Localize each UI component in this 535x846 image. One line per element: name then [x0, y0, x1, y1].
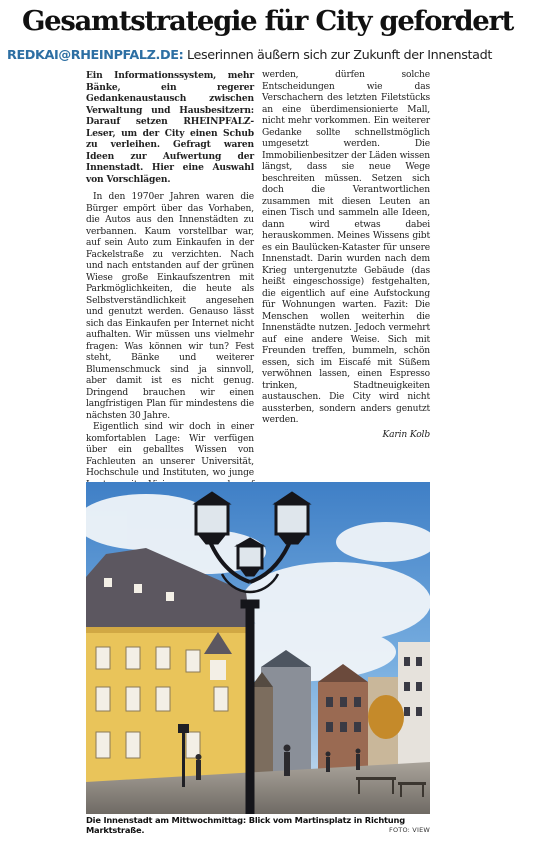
- kicker-email: REDKAI@RHEINPFALZ.DE:: [7, 48, 184, 63]
- kicker-text: Leserinnen äußern sich zur Zukunft der Innenstadt: [183, 48, 492, 63]
- text-column-left: [86, 70, 254, 537]
- headline: Gesamtstrategie für City gefordert: [21, 5, 514, 37]
- text-column-right: [262, 70, 430, 441]
- photo-credit: FOTO: VIEW: [389, 826, 430, 834]
- city-photo: [86, 482, 430, 814]
- article-paragraph-2: Eigentlich sind wir doch in einer komfortablen Lage: Wir verfügen über ein geballtes Wissen von Fachleuten an unserer Universität, Hochschule und Instituten, wo junge: [86, 422, 254, 478]
- kicker-line: [7, 48, 531, 63]
- photo-caption: Die Innenstadt am Mittwochmittag: Blick vom Martinsplatz in Richtung Marktstraße.: [86, 815, 405, 835]
- article-paragraph-3: werden, dürfen solche Entscheidungen wie das Verschachern des letzten Filetstücks an eine überdimensionierte Mall, nicht mehr vorkommen. Ein weiterer Gedanke sollte schnellstmöglich umgesetzt werden. Die Immobilienbesitzer der Läden wissen längst, dass sie neue Wege beschreiten müssen. Setzen sich doch die Verantwortlichen zusammen mit diesen Leuten an einen Tisch und sammeln alle Ideen, dann wird etwas dabei herauskommen. Meines Wissens gibt es ein Baulücken-Kataster für unsere Innenstadt. Darin wurden nach dem Krieg untergenutzte Gebäude (das heißt eingeschossige) festgehalten, die eigentlich auf eine Aufstockung für Wohnungen warten. Fazit: Die Menschen wollen weiterhin die Innenstädte nutzen. Jedoch vermehrt auf eine andere Weise. Sich mit Freunden treffen, bummeln, schön essen, sich im Eiscafé mit Süßem verwöhnen lassen, einen Espresso trinken, Stadtneuigkeiten austauschen. Die City wird nicht aussterben, sondern anders genutzt werden.: [262, 70, 430, 425]
- article-paragraph-1: In den 1970er Jahren waren die Bürger empört über das Vorhaben, die Autos aus den Innenstädten zu verbannen. Kaum vorstellbar war, auf sein Auto zum Einkaufen in der Fackelstraße zu verzichten. Nach und nach entstanden auf der grünen Wiese große Einkaufszentren mit Parkmöglichkeiten, die heute als Selbstverständlichkeit angesehen und genutzt werden. Genauso lässt sich das Einkaufen per Internet nicht aufhalten. Wir müssen uns vielmehr fragen: Was können wir tun? Fest steht, Bänke und weiterer Blumenschmuck sind ja sinnvoll, aber damit ist es nicht genug. Dringend brauchen wir einen langfristigen Plan für mindestens die nächsten 30 Jahre.: [86, 192, 254, 421]
- article-intro: Ein Informationssystem, mehr Bänke, ein regerer Gedankenaustausch zwischen Verwaltung und Hausbesitzern: Darauf setzen RHEINPFALZ-Leser, um der City einen Schub zu verleihen. Gefragt waren Ideen zur Aufwertung der Innenstadt. Hier eine Auswahl von Vorschlägen.: [86, 70, 254, 185]
- article-author: Karin Kolb: [382, 429, 430, 440]
